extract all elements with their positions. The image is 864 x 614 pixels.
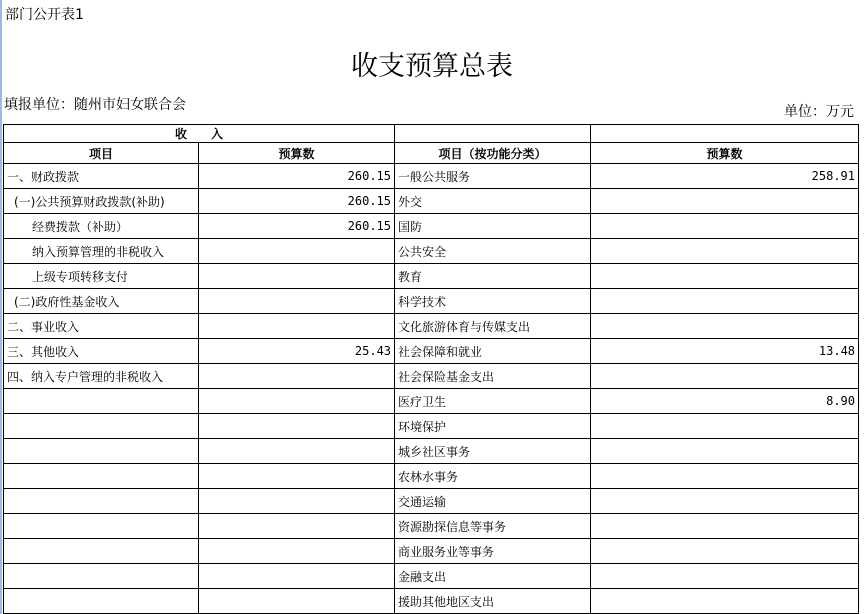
income-item-cell: 纳入预算管理的非税收入 <box>4 239 199 264</box>
income-amount-cell <box>199 439 395 464</box>
expense-item-cell: 教育 <box>395 264 591 289</box>
expense-amount-cell <box>591 514 859 539</box>
income-amount-cell <box>199 364 395 389</box>
table-row <box>4 564 859 589</box>
budget-table <box>3 124 859 614</box>
table-row <box>4 489 859 514</box>
income-item-cell: (二)政府性基金收入 <box>4 289 199 314</box>
expense-amount-cell <box>591 214 859 239</box>
expense-amount-cell <box>591 539 859 564</box>
table-row <box>4 439 859 464</box>
income-amount-cell <box>199 489 395 514</box>
income-amount-cell <box>199 389 395 414</box>
income-item-cell: 上级专项转移支付 <box>4 264 199 289</box>
income-amount-cell <box>199 314 395 339</box>
expense-amount-cell <box>591 289 859 314</box>
expense-item-cell: 农林水事务 <box>395 464 591 489</box>
sheet-left-edge <box>0 0 2 614</box>
expense-item-cell: 交通运输 <box>395 489 591 514</box>
expense-item-cell: 援助其他地区支出 <box>395 589 591 614</box>
expense-amount-cell <box>591 439 859 464</box>
expense-amount-cell <box>591 189 859 214</box>
expense-amount-cell <box>591 589 859 614</box>
income-amount-cell: 25.43 <box>199 339 395 364</box>
table-row <box>4 314 859 339</box>
expense-amount-cell <box>591 464 859 489</box>
income-amount-cell <box>199 539 395 564</box>
income-item-cell <box>4 389 199 414</box>
table-row <box>4 214 859 239</box>
table-row <box>4 464 859 489</box>
band-empty-cell <box>591 125 859 143</box>
table-row <box>4 264 859 289</box>
income-item-cell: 二、事业收入 <box>4 314 199 339</box>
corner-label: 部门公开表1 <box>5 7 84 23</box>
page-title: 收支预算总表 <box>351 51 513 82</box>
table-row <box>4 339 859 364</box>
income-amount-cell <box>199 464 395 489</box>
expense-amount-cell <box>591 414 859 439</box>
reporting-unit: 填报单位：随州市妇女联合会 <box>4 97 186 113</box>
expense-amount-cell: 13.48 <box>591 339 859 364</box>
expense-amount-cell <box>591 239 859 264</box>
income-amount-cell: 260.15 <box>199 164 395 189</box>
expense-item-cell: 资源勘探信息等事务 <box>395 514 591 539</box>
income-item-cell <box>4 464 199 489</box>
income-item-cell: (一)公共预算财政拨款(补助) <box>4 189 199 214</box>
expense-item-cell: 文化旅游体育与传媒支出 <box>395 314 591 339</box>
expense-amount-cell <box>591 364 859 389</box>
table-row <box>4 389 859 414</box>
income-amount-cell <box>199 414 395 439</box>
income-item-cell <box>4 589 199 614</box>
income-amount-cell: 260.15 <box>199 189 395 214</box>
table-row <box>4 364 859 389</box>
expense-item-cell: 外交 <box>395 189 591 214</box>
header-income-item: 项目 <box>4 143 199 164</box>
income-amount-cell <box>199 239 395 264</box>
income-amount-cell <box>199 564 395 589</box>
table-row <box>4 164 859 189</box>
income-item-cell <box>4 564 199 589</box>
income-item-cell <box>4 489 199 514</box>
table-row <box>4 289 859 314</box>
income-item-cell <box>4 514 199 539</box>
expense-amount-cell: 258.91 <box>591 164 859 189</box>
expense-item-cell: 科学技术 <box>395 289 591 314</box>
header-expense-amount: 预算数 <box>591 143 859 164</box>
income-item-cell <box>4 539 199 564</box>
income-band-row <box>4 125 859 143</box>
table-row <box>4 514 859 539</box>
table-row <box>4 589 859 614</box>
expense-item-cell: 城乡社区事务 <box>395 439 591 464</box>
expense-item-cell: 社会保险基金支出 <box>395 364 591 389</box>
expense-item-cell: 一般公共服务 <box>395 164 591 189</box>
income-item-cell <box>4 439 199 464</box>
expense-item-cell: 公共安全 <box>395 239 591 264</box>
expense-amount-cell <box>591 264 859 289</box>
band-empty-cell <box>395 125 591 143</box>
income-item-cell: 经费拨款（补助） <box>4 214 199 239</box>
table-row <box>4 414 859 439</box>
income-item-cell: 三、其他收入 <box>4 339 199 364</box>
expense-item-cell: 社会保障和就业 <box>395 339 591 364</box>
expense-amount-cell <box>591 489 859 514</box>
income-item-cell: 一、财政拨款 <box>4 164 199 189</box>
expense-item-cell: 医疗卫生 <box>395 389 591 414</box>
income-amount-cell <box>199 289 395 314</box>
table-row <box>4 189 859 214</box>
expense-item-cell: 金融支出 <box>395 564 591 589</box>
income-amount-cell <box>199 589 395 614</box>
unit-label: 单位：万元 <box>784 104 854 120</box>
header-expense-item: 项目（按功能分类） <box>395 143 591 164</box>
expense-item-cell: 商业服务业等事务 <box>395 539 591 564</box>
income-item-cell: 四、纳入专户管理的非税收入 <box>4 364 199 389</box>
expense-amount-cell <box>591 314 859 339</box>
table-row <box>4 239 859 264</box>
income-item-cell <box>4 414 199 439</box>
header-row <box>4 143 859 164</box>
income-amount-cell: 260.15 <box>199 214 395 239</box>
income-amount-cell <box>199 264 395 289</box>
expense-amount-cell <box>591 564 859 589</box>
header-income-amount: 预算数 <box>199 143 395 164</box>
income-band-cell: 收 入 <box>4 125 395 143</box>
expense-item-cell: 国防 <box>395 214 591 239</box>
expense-item-cell: 环境保护 <box>395 414 591 439</box>
expense-amount-cell: 8.90 <box>591 389 859 414</box>
table-row <box>4 539 859 564</box>
income-amount-cell <box>199 514 395 539</box>
